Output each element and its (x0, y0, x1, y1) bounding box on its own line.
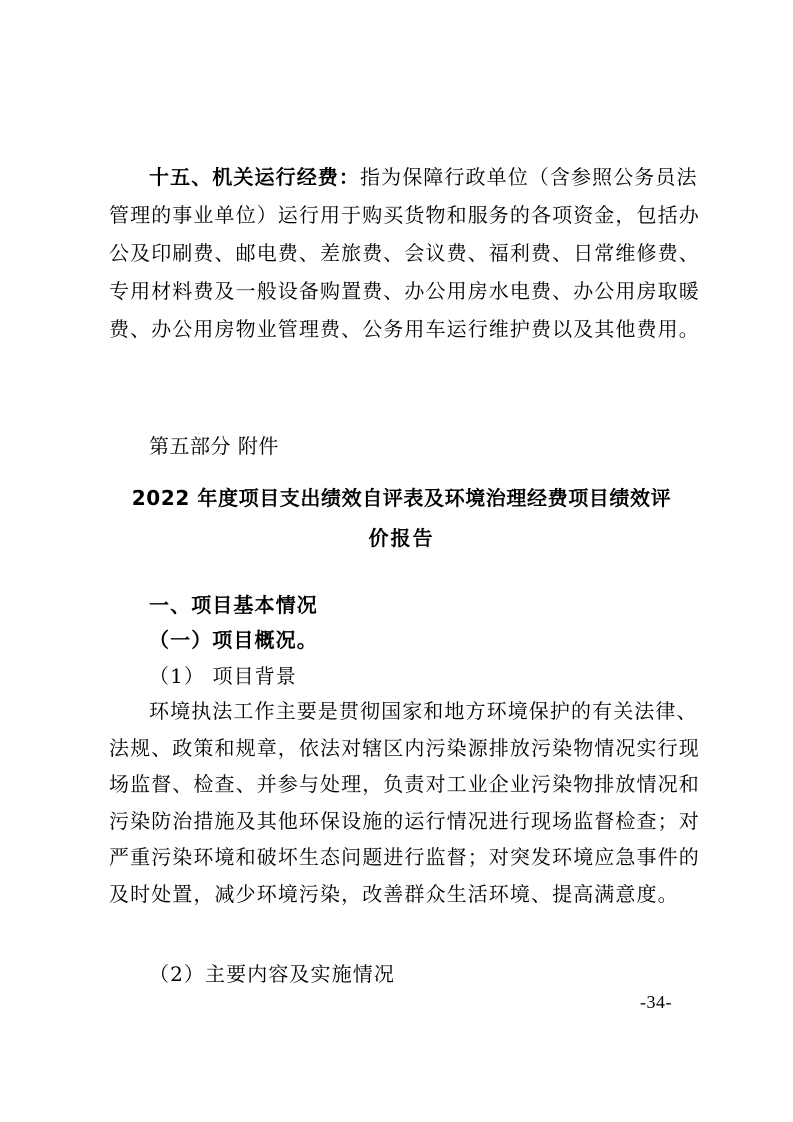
background-line-4: 污染防治措施及其他环保设施的运行情况进行现场监督检查；对 (109, 808, 700, 833)
part-5-heading: 第五部分 附件 (149, 434, 279, 458)
section-1-subheading: （一）项目概况。 (149, 628, 318, 652)
background-paragraph (109, 693, 700, 912)
report-title-line-1: 2022 年度项目支出绩效自评表及环境治理经费项目绩效评 (131, 486, 672, 510)
background-line-2: 法规、政策和规章，依法对辖区内污染源排放污染物情况实行现 (109, 735, 700, 760)
background-line-6: 及时处置，减少环境污染，改善群众生活环境、提高满意度。 (109, 881, 679, 906)
section-15-paragraph (109, 158, 700, 348)
section-15-line-2: 管理的事业单位）运行用于购买货物和服务的各项资金，包括办 (109, 203, 700, 227)
section-15-line-3: 公及印刷费、邮电费、差旅费、会议费、福利费、日常维修费、 (109, 241, 700, 265)
section-15-line-1: 指为保障行政单位（含参照公务员法 (360, 165, 698, 189)
section-1-heading: 一、项目基本情况 (149, 593, 318, 617)
background-line-1: 环境执法工作主要是贯彻国家和地方环境保护的有关法律、 (149, 699, 698, 723)
item-2-heading: （2）主要内容及实施情况 (149, 962, 395, 986)
section-15-line-4: 专用材料费及一般设备购置费、办公用房水电费、办公用房取暖 (109, 279, 700, 303)
section-15-first-line (109, 158, 698, 196)
section-15-term: 十五、机关运行经费： (149, 165, 360, 189)
background-line-5: 严重污染环境和破坏生态问题进行监督；对突发环境应急事件的 (109, 845, 700, 869)
item-1-heading: （1） 项目背景 (149, 664, 297, 688)
section-15-line-5: 费、办公用房物业管理费、公务用车运行维护费以及其他费用。 (109, 317, 700, 341)
page-number: -34- (640, 992, 672, 1012)
background-line-3: 场监督、检查、并参与处理，负责对工业企业污染物排放情况和 (109, 772, 700, 796)
report-title-line-2: 价报告 (368, 526, 435, 550)
